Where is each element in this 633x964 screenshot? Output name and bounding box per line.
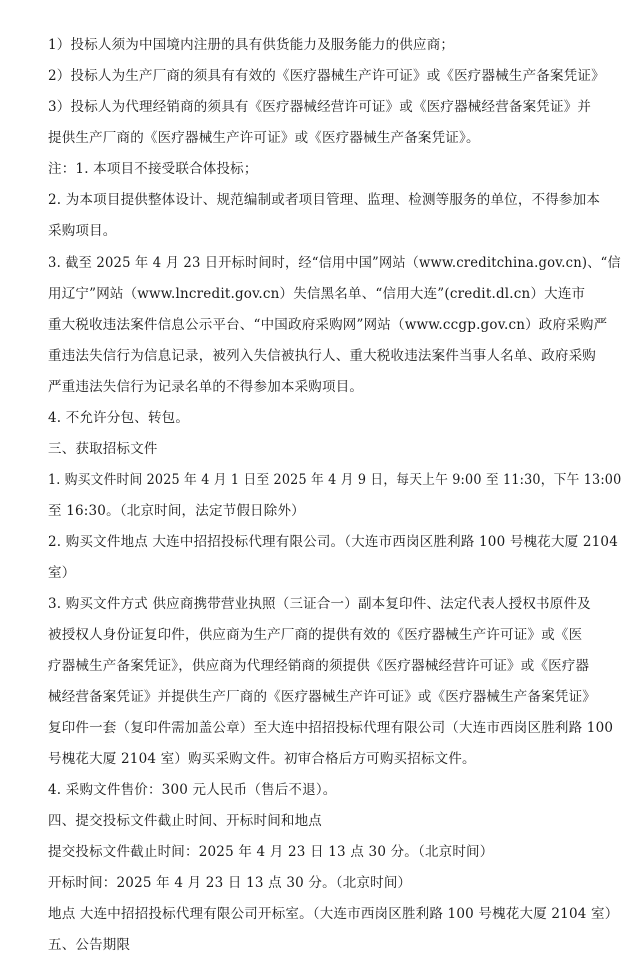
text-line: 3）投标人为代理经销商的须具有《医疗器械经营许可证》或《医疗器械经营备案凭证》并 [48, 99, 592, 115]
text-line: 三、获取招标文件 [48, 441, 158, 457]
text-line: 4. 不允许分包、转包。 [48, 410, 190, 426]
text-line: 重大税收违法案件信息公示平台、“中国政府采购网”网站（www.ccgp.gov.cn）政府采购严 [48, 317, 608, 333]
text-line: 3. 截至 2025 年 4 月 23 日开标时间时，经“信用中国”网站（www.creditchina.gov.cn)、“信 [48, 255, 621, 271]
text-line: 2. 为本项目提供整体设计、规范编制或者项目管理、监理、检测等服务的单位，不得参加本 [48, 192, 601, 208]
text-line: 开标时间：2025 年 4 月 23 日 13 点 30 分。（北京时间） [48, 875, 412, 891]
text-line: 重违法失信行为信息记录，被列入失信被执行人、重大税收违法案件当事人名单、政府采购 [48, 348, 596, 364]
text-line: 4. 采购文件售价：300 元人民币（售后不退）。 [48, 782, 337, 798]
text-line: 号槐花大厦 2104 室）购买采购文件。初审合格后方可购买招标文件。 [48, 751, 476, 767]
text-line: 室） [48, 565, 76, 581]
text-line: 3. 购买文件方式 供应商携带营业执照（三证合一）副本复印件、法定代表人授权书原件及 [48, 596, 591, 612]
text-line: 用辽宁”网站（www.lncredit.gov.cn）失信黑名单、“信用大连”(credit.dl.cn）大连市 [48, 286, 586, 302]
text-line: 地点 大连中招招投标代理有限公司开标室。（大连市西岗区胜利路 100 号槐花大厦 2104 室） [48, 906, 619, 922]
text-line: 被授权人身份证复印件，供应商为生产厂商的提供有效的《医疗器械生产许可证》或《医 [48, 627, 583, 643]
text-line: 械经营备案凭证》并提供生产厂商的《医疗器械生产许可证》或《医疗器械生产备案凭证》 [48, 689, 596, 705]
text-line: 疗器械生产备案凭证》，供应商为代理经销商的须提供《医疗器械经营许可证》或《医疗器 [48, 658, 590, 674]
text-line: 注：1. 本项目不接受联合体投标； [48, 161, 258, 177]
text-line: 2. 购买文件地点 大连中招招投标代理有限公司。（大连市西岗区胜利路 100 号槐花大厦 2104 [48, 534, 619, 550]
text-line: 五、公告期限 [48, 937, 131, 953]
text-line: 至 16:30。（北京时间，法定节假日除外） [48, 503, 305, 519]
text-line: 采购项目。 [48, 223, 117, 239]
text-line: 提供生产厂商的《医疗器械生产许可证》或《医疗器械生产备案凭证》。 [48, 130, 480, 146]
text-line: 1. 购买文件时间 2025 年 4 月 1 日至 2025 年 4 月 9 日，每天上午 9:00 至 11:30，下午 13:00 [48, 472, 622, 488]
text-line: 1）投标人须为中国境内注册的具有供货能力及服务能力的供应商； [48, 37, 455, 53]
text-line: 四、提交投标文件截止时间、开标时间和地点 [48, 813, 322, 829]
text-line: 提交投标文件截止时间：2025 年 4 月 23 日 13 点 30 分。（北京时间） [48, 844, 494, 860]
text-line: 2）投标人为生产厂商的须具有有效的《医疗器械生产许可证》或《医疗器械生产备案凭证》 [48, 68, 605, 84]
text-line: 复印件一套（复印件需加盖公章）至大连中招招投标代理有限公司（大连市西岗区胜利路 100 [48, 720, 614, 736]
text-line: 严重违法失信行为记录名单的不得参加本采购项目。 [48, 379, 364, 395]
